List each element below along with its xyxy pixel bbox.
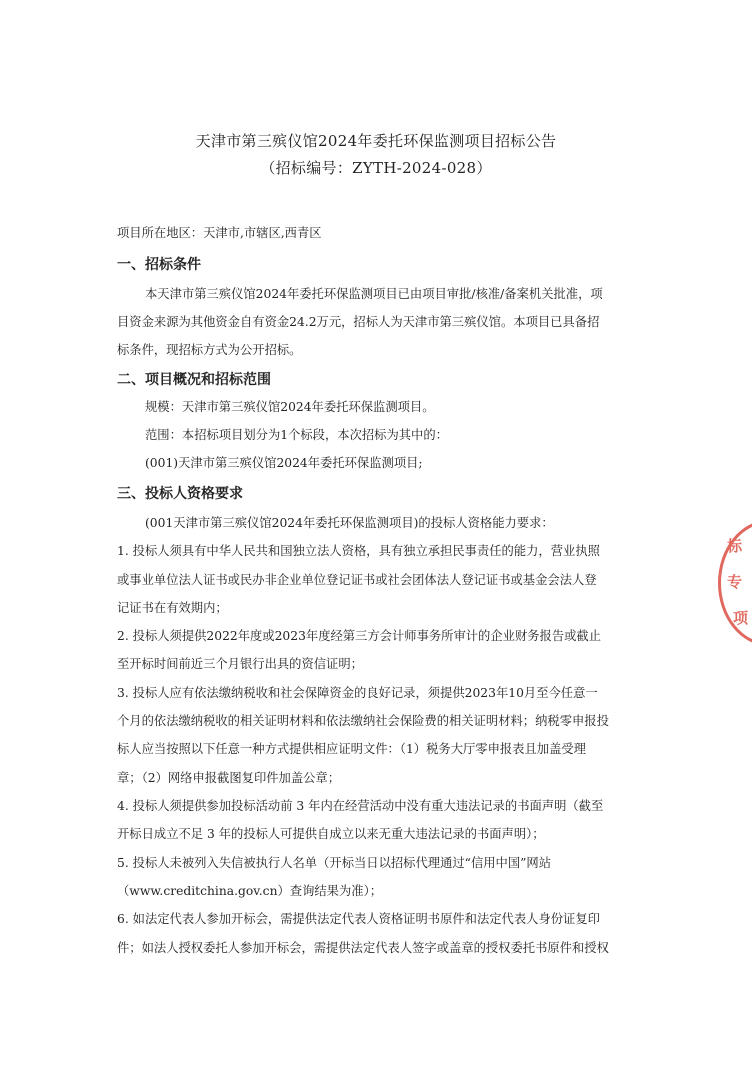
- paragraph-line: 规模：天津市第三殡仪馆2024年委托环保监测项目。: [145, 400, 435, 414]
- paragraph-line: 章；（2）网络申报截图复印件加盖公章；: [117, 771, 341, 785]
- paragraph-line: 记证书在有效期内；: [117, 601, 228, 615]
- seal-char: 项: [733, 609, 749, 627]
- paragraph-line: 3. 投标人应有依法缴纳税收和社会保障资金的良好记录，须提供2023年10月至今任意一: [117, 686, 598, 700]
- section-heading-2: 二、项目概况和招标范围: [117, 372, 271, 388]
- paragraph-line: 至开标时间前近三个月银行出具的资信证明；: [117, 657, 363, 671]
- paragraph-line: (001天津市第三殡仪馆2024年委托环保监测项目)的投标人资格能力要求：: [145, 516, 554, 530]
- paragraph-line: 开标日成立不足 3 年的投标人可提供自成立以来无重大违法记录的书面声明）；: [117, 827, 545, 841]
- paragraph-line: 1. 投标人须具有中华人民共和国独立法人资格，具有独立承担民事责任的能力，营业执照: [117, 544, 600, 558]
- paragraph-line: 6. 如法定代表人参加开标会，需提供法定代表人资格证明书原件和法定代表人身份证复印: [117, 912, 600, 926]
- paragraph-line: 或事业单位法人证书或民办非企业单位登记证书或社会团体法人登记证书或基金会法人登: [117, 573, 597, 587]
- paragraph-line: 标人应当按照以下任意一种方式提供相应证明文件：（1）税务大厅零申报表且加盖受理: [117, 742, 586, 756]
- section-heading-1: 一、招标条件: [117, 257, 201, 273]
- document-title: 天津市第三殡仪馆2024年委托环保监测项目招标公告: [195, 132, 557, 150]
- paragraph-line: 件；如法人授权委托人参加开标会，需提供法定代表人签字或盖章的授权委托书原件和授权: [117, 941, 609, 955]
- paragraph-line: 标条件，现招标方式为公开招标。: [117, 343, 302, 357]
- paragraph-line: 2. 投标人须提供2022年度或2023年度经第三方会计师事务所审计的企业财务报告或截止: [117, 629, 602, 643]
- project-location: 项目所在地区：天津市,市辖区,西青区: [117, 226, 322, 240]
- red-seal-stamp: [718, 520, 752, 646]
- tender-code: （招标编号：ZYTH-2024-028）: [260, 159, 492, 177]
- paragraph-line: 本天津市第三殡仪馆2024年委托环保监测项目已由项目审批/核准/备案机关批准，项: [145, 287, 603, 301]
- paragraph-line: 目资金来源为其他资金自有资金24.2万元，招标人为天津市第三殡仪馆。本项目已具备招: [117, 315, 600, 329]
- paragraph-line: 范围：本招标项目划分为1个标段，本次招标为其中的：: [145, 428, 448, 442]
- paragraph-line: 4. 投标人须提供参加投标活动前 3 年内在经营活动中没有重大违法记录的书面声明（截至: [117, 799, 604, 813]
- paragraph-line: (001)天津市第三殡仪馆2024年委托环保监测项目;: [145, 456, 423, 470]
- paragraph-line: 个月的依法缴纳税收的相关证明材料和依法缴纳社会保险费的相关证明材料；纳税零申报投: [117, 714, 609, 728]
- paragraph-line: 5. 投标人未被列入失信被执行人名单（开标当日以招标代理通过“信用中国”网站: [117, 856, 552, 870]
- seal-char: 专: [727, 573, 743, 591]
- paragraph-line: （www.creditchina.gov.cn）查询结果为准）；: [117, 884, 383, 898]
- section-heading-3: 三、投标人资格要求: [117, 486, 243, 502]
- seal-char: 标: [727, 537, 743, 555]
